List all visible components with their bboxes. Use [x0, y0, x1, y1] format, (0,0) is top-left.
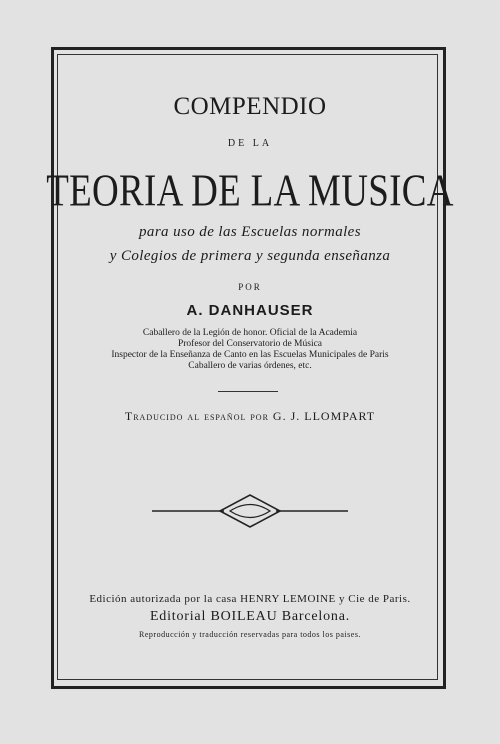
credit-line: Inspector de la Enseñanza de Canto en las Escuelas Municipales de Paris [111, 350, 389, 360]
author-name: A. DANHAUSER [186, 302, 314, 319]
credit-line: Profesor del Conservatorio de Música [177, 339, 323, 349]
subtitle-line-2: y Colegios de primera y segunda enseñanza [109, 248, 391, 264]
author-credits [0, 328, 500, 372]
by-label: POR [238, 282, 262, 292]
publisher-line: Editorial BOILEAU Barcelona. [149, 609, 351, 624]
main-title: TEORIA DE LA MUSICA [46, 166, 454, 217]
edition-line: Edición autorizada por la casa HENRY LEMOINE y Cie de Paris. [89, 593, 411, 605]
credit-line: Caballero de varias órdenes, etc. [188, 361, 312, 371]
title-connector: DE LA [227, 138, 273, 149]
decorative-ornament [152, 492, 348, 530]
subtitle-line-1: para uso de las Escuelas normales [139, 224, 361, 240]
title-compendio: COMPENDIO [173, 93, 327, 120]
divider-rule [218, 391, 278, 392]
translator-line: Traducido al español por G. J. LLOMPART [124, 409, 376, 423]
credit-line: Caballero de la Legión de honor. Oficial de la Academia [142, 328, 358, 338]
rights-line: Reproducción y traducción reservadas para todos los paises. [139, 630, 361, 639]
